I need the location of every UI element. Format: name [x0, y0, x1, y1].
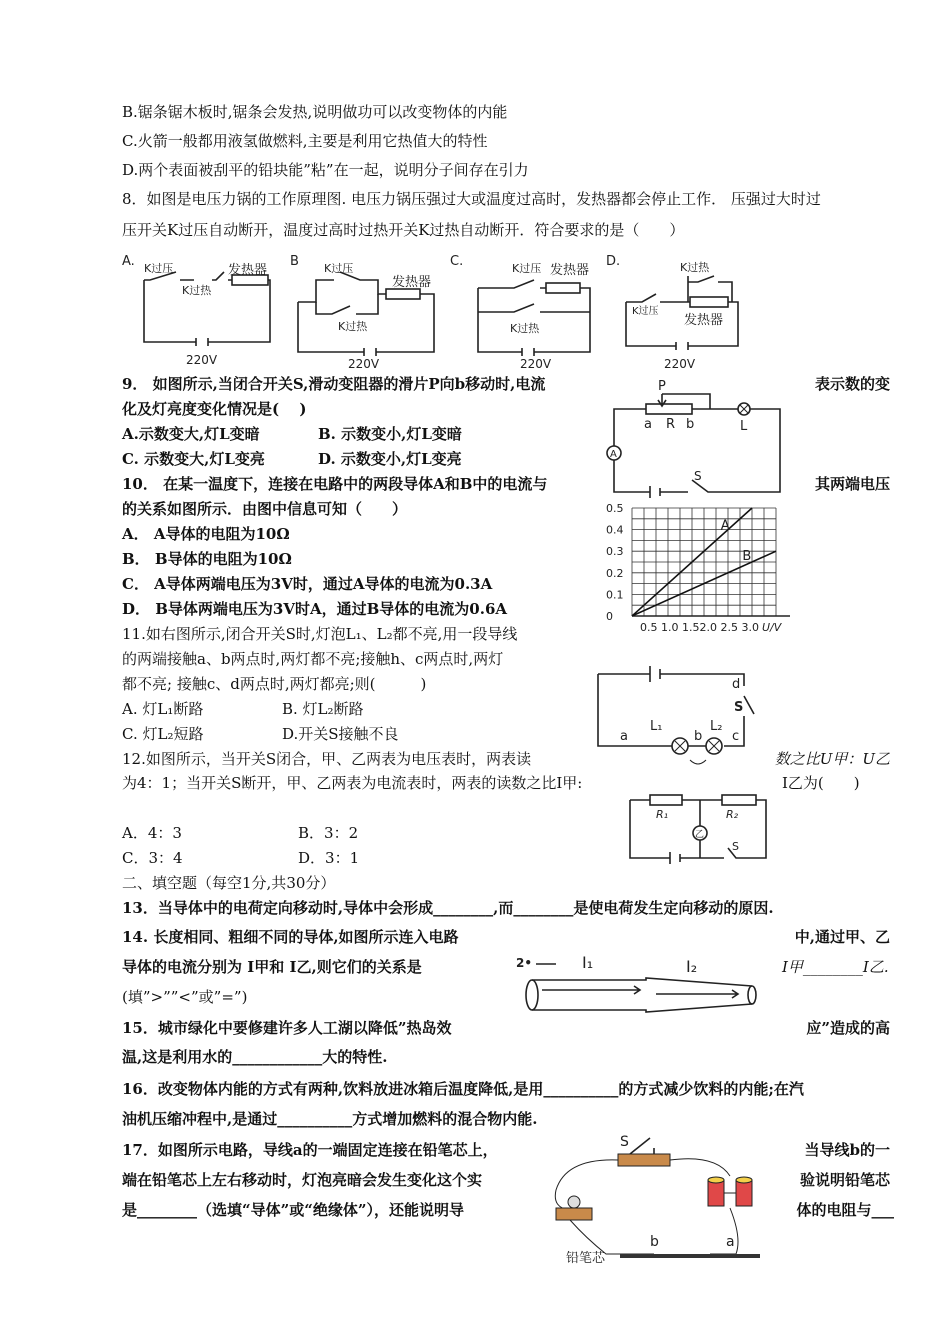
q11-option-b: B. 灯L₂断路 — [282, 700, 364, 718]
q9-circuit — [600, 376, 800, 502]
q11-fig-l1: L₁ — [650, 719, 663, 734]
q14-stem-line2-right: I甲________I乙. — [782, 958, 889, 976]
q17-stem-line3: 是________（选填“导体”或“绝缘体”），还能说明导 — [122, 1201, 465, 1219]
q12-stem-line2-right: I乙为( ) — [782, 774, 860, 792]
q11-fig-s: S — [734, 700, 744, 715]
q9-fig-p: P — [658, 379, 666, 394]
q11-fig-b: b — [694, 729, 703, 744]
q8-c-heater: 发热器 — [550, 263, 590, 278]
q7-option-b: B.锯条锯木板时,锯条会发热,说明做功可以改变物体的内能 — [122, 103, 508, 121]
q14-stem-line2: 导体的电流分别为 I甲和 I乙,则它们的关系是 — [122, 958, 422, 976]
q15-stem-line1: 15．城市绿化中要修建许多人工湖以降低”热岛效 — [122, 1019, 452, 1037]
q8-b-kpress: K过压 — [324, 262, 354, 275]
q8-c-label: C. — [450, 254, 464, 269]
chart-series-label-B: B — [742, 548, 752, 564]
q17-stem-line2-right: 验说明铅笔芯 — [799, 1171, 890, 1189]
q11-fig-l2: L₂ — [710, 719, 723, 734]
q9-fig-ammeter: A — [610, 449, 617, 460]
q17-fig-s: S — [620, 1134, 629, 1150]
chart-y-tick-label: 0 — [606, 610, 613, 623]
q10-option-c: C． A导体两端电压为3V时，通过A导体的电流为0.3A — [122, 575, 493, 593]
q9-fig-l: L — [740, 419, 748, 434]
q11-option-d: D.开关S接触不良 — [282, 725, 399, 743]
chart-ticks — [606, 502, 624, 623]
q11-stem-line2: 的两端接触a、b两点时,两灯都不亮;接触h、c两点时,两灯 — [122, 650, 504, 668]
section-fill-blank-heading: 二、填空题（每空1分,共30分） — [122, 874, 336, 892]
q7-option-c: C.火箭一般都用液氢做燃料,主要是利用它热值大的特性 — [122, 132, 488, 150]
q11-option-c: C. 灯L₂短路 — [122, 725, 204, 743]
q8-circuit-a — [120, 252, 275, 370]
q9-option-a: A.示数变大,灯L变暗 — [122, 425, 260, 443]
q17-stem-line3-right: 体的电阻与___ — [796, 1201, 894, 1219]
q15-stem-line2: 温,这是利用水的____________大的特性. — [122, 1048, 388, 1066]
q14-stem-line1-right: 中,通过甲、乙 — [794, 928, 890, 946]
q14-stem-line1: 14. 长度相同、粗细不同的导体,如图所示连入电路 — [122, 928, 459, 946]
q8-a-kpress: K过压 — [144, 262, 174, 275]
q17-stem-line1: 17．如图所示电路，导线a的一端固定连接在铅笔芯上， — [122, 1141, 498, 1159]
q8-d-heater: 发热器 — [684, 313, 724, 328]
q16-stem-line1: 16．改变物体内能的方式有两种,饮料放进冰箱后温度降低,是用__________的方式减少饮料的内能;在汽 — [122, 1080, 804, 1098]
chart-y-tick-label: 0.2 — [606, 566, 624, 580]
q17-fig-b: b — [650, 1234, 659, 1250]
q9-fig-s: S — [694, 469, 702, 483]
q13-stem: 13．当导体中的电荷定向移动时,导体中会形成________,而________是使电荷发生定向移动的原因. — [122, 899, 774, 917]
q12-stem-line1-right: 数之比U甲：U乙 — [774, 750, 890, 768]
q12-fig-r2: R₂ — [726, 808, 739, 821]
q8-circuit-d — [606, 252, 756, 370]
q11-stem-line3: 都不亮; 接触c、d两点时,两灯都亮;则( ) — [122, 675, 427, 693]
q8-a-voltage: 220V — [186, 353, 218, 367]
q17-stem-line1-right: 当导线b的一 — [804, 1141, 890, 1159]
q9-stem-line2: 化及灯亮度变化情况是( ) — [122, 400, 307, 418]
q10-stem-line1-right: 其两端电压 — [814, 475, 890, 493]
q11-stem-line1: 11.如右图所示,闭合开关S时,灯泡L₁、L₂都不亮,用一段导线 — [122, 625, 518, 643]
q8-b-voltage: 220V — [348, 357, 380, 371]
q9-fig-a: a — [644, 417, 652, 432]
q8-a-heater: 发热器 — [228, 263, 268, 278]
q14-fig-i2: I₂ — [686, 957, 698, 976]
q15-stem-line1-right: 应”造成的高 — [806, 1019, 890, 1037]
q17-fig-pencil-label: 铅笔芯 — [566, 1251, 606, 1266]
q8-c-voltage: 220V — [520, 357, 552, 371]
q8-d-kpress: K过压 — [632, 306, 659, 317]
q11-circuit — [594, 656, 764, 768]
q16-stem-line2: 油机压缩冲程中,是通过__________方式增加燃料的混合物内能. — [122, 1110, 538, 1128]
q8-circuit-c — [450, 252, 600, 370]
q11-option-a: A. 灯L₁断路 — [122, 700, 204, 718]
q10-option-d: D． B导体两端电压为3V时A，通过B导体的电流为0.6A — [122, 600, 508, 618]
q10-option-a: A． A导体的电阻为10Ω — [122, 525, 290, 543]
q8-d-kheat: K过热 — [680, 261, 710, 274]
chart-series-label-A: A — [720, 518, 730, 534]
chart-x-tick-labels: 0.5 1.0 1.52.0 2.5 3.0 — [640, 621, 759, 634]
q12-stem-line1: 12.如图所示，当开关S闭合，甲、乙两表为电压表时，两表读 — [122, 750, 532, 768]
q8-c-kheat: K过热 — [510, 322, 540, 335]
q14-stem-line3: (填”>””<”或”=”) — [122, 988, 248, 1006]
q12-option-d: D．3：1 — [298, 849, 360, 867]
q17-stem-line2: 端在铅笔芯上左右移动时，灯泡亮暗会发生变化这个实 — [122, 1171, 483, 1189]
q8-b-kheat: K过热 — [338, 320, 368, 333]
q8-b-heater: 发热器 — [392, 275, 432, 290]
q8-a-kheat: K过热 — [182, 284, 212, 297]
q8-stem-line2: 压开关K过压自动断开，温度过高时过热开关K过热自动断开．符合要求的是（ ） — [122, 221, 685, 239]
iu-chart — [600, 500, 800, 640]
chart-y-tick-label: 0.4 — [606, 523, 624, 537]
q12-fig-s: S — [732, 840, 739, 853]
q17-fig-a: a — [726, 1234, 735, 1250]
q8-c-kpress: K过压 — [512, 262, 542, 275]
q9-option-d: D. 示数变小,灯L变亮 — [318, 450, 462, 468]
q8-stem-line1: 8．如图是电压力锅的工作原理图. 电压力锅压强过大或温度过高时，发热器都会停止工作． 压强过大时过 — [122, 190, 821, 208]
chart-grid — [632, 508, 790, 616]
q12-fig-r1: R₁ — [656, 808, 669, 821]
q10-stem-line1: 10． 在某一温度下，连接在电路中的两段导体A和B中的电流与 — [122, 475, 548, 493]
q7-option-d: D.两个表面被刮平的铅块能”粘”在一起，说明分子间存在引力 — [122, 161, 529, 179]
q12-circuit — [626, 778, 772, 864]
q11-fig-a: a — [620, 729, 628, 744]
q9-option-b: B. 示数变小,灯L变暗 — [318, 425, 462, 443]
q8-d-label: D. — [606, 254, 621, 269]
chart-y-tick-label: 0.1 — [606, 588, 624, 602]
q14-fig-left: 2• — [516, 956, 533, 970]
q17-pencil-circuit — [546, 1128, 772, 1268]
q9-stem-line1-right: 表示数的变 — [814, 375, 890, 393]
q14-conductor-figure — [516, 950, 766, 1018]
q12-option-a: A．4：3 — [122, 824, 182, 842]
q8-b-label: B — [290, 254, 299, 269]
chart-y-tick-label: 0.5 — [606, 502, 624, 515]
q12-stem-line2: 为4：1；当开关S断开，甲、乙两表为电流表时，两表的读数之比I甲: — [122, 774, 583, 792]
q8-circuit-b — [290, 252, 440, 370]
q10-stem-line2: 的关系如图所示．由图中信息可知（ ） — [122, 500, 408, 518]
q11-fig-d: d — [732, 677, 741, 692]
q9-option-c: C. 示数变大,灯L变亮 — [122, 450, 265, 468]
q12-option-b: B．3：2 — [298, 824, 359, 842]
q14-fig-i1: I₁ — [582, 953, 594, 972]
q12-option-c: C．3：4 — [122, 849, 183, 867]
q9-fig-r: R — [666, 417, 676, 432]
q10-option-b: B． B导体的电阻为10Ω — [122, 550, 292, 568]
q9-stem-line1: 9． 如图所示,当闭合开关S,滑动变阻器的滑片P向b移动时,电流 — [122, 375, 546, 393]
q11-fig-c: c — [732, 729, 740, 744]
q8-a-label: A. — [122, 254, 135, 269]
chart-xlabel: U/V — [762, 621, 782, 634]
q9-fig-b: b — [686, 417, 695, 432]
chart-y-tick-label: 0.3 — [606, 545, 624, 559]
q8-d-voltage: 220V — [664, 357, 696, 371]
q12-fig-z: 乙 — [695, 830, 705, 840]
